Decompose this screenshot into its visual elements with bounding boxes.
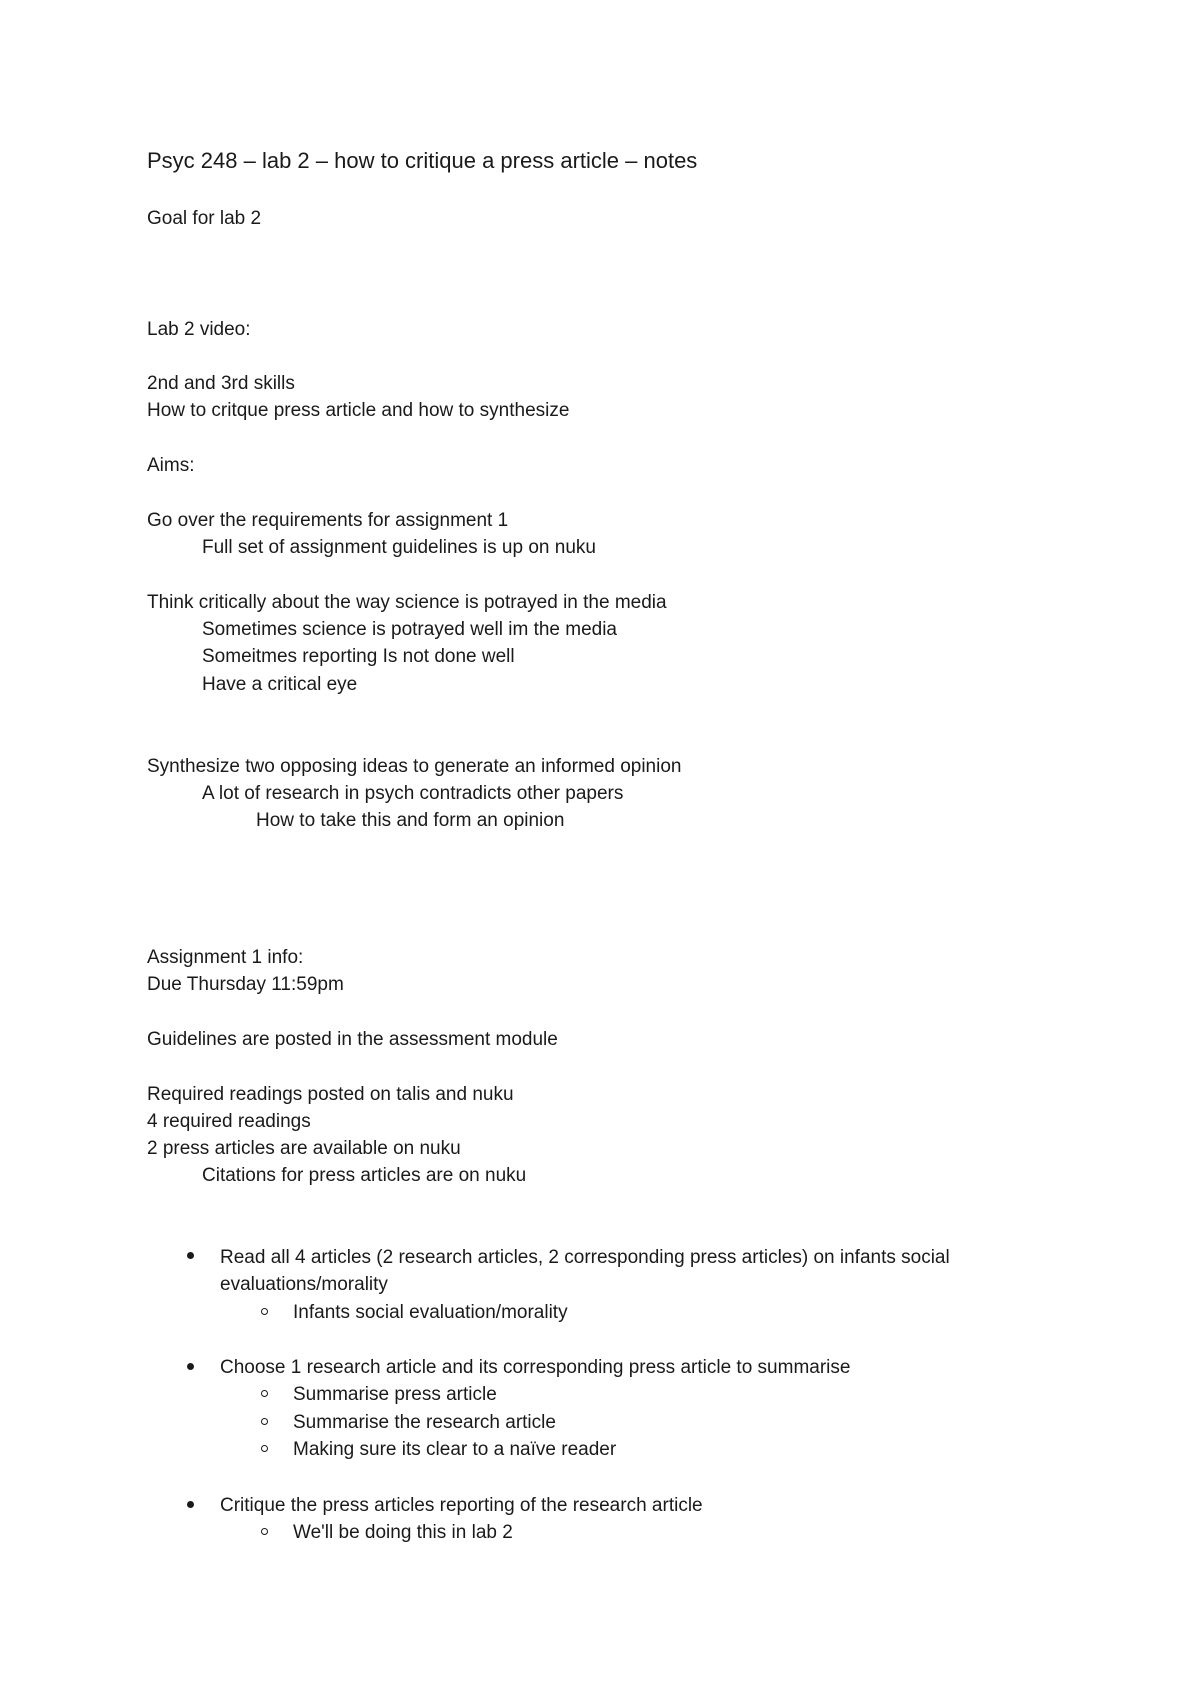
aim-requirements-sub: Full set of assignment guidelines is up on nuku — [202, 537, 596, 558]
bullet-read-articles-line2: evaluations/morality — [220, 1274, 388, 1295]
bullet-read-articles-line1: Read all 4 articles (2 research articles, 2 corresponding press articles) on infants social — [220, 1247, 950, 1268]
assignment-citations: Citations for press articles are on nuku — [202, 1165, 527, 1186]
aim-critical-sub-2: Someitmes reporting Is not done well — [202, 646, 515, 667]
assignment-required-count: 4 required readings — [147, 1111, 311, 1132]
bullet-critique-sub-1: We'll be doing this in lab 2 — [293, 1522, 513, 1543]
bullet-choose-article: Choose 1 research article and its corresponding press article to summarise — [220, 1357, 851, 1378]
aim-critical-sub-3: Have a critical eye — [202, 674, 358, 695]
video-heading: Lab 2 video: — [147, 319, 251, 340]
skills-line: 2nd and 3rd skills — [147, 373, 295, 394]
goal-heading: Goal for lab 2 — [147, 208, 262, 229]
aim-critical-thinking: Think critically about the way science is potrayed in the media — [147, 592, 667, 613]
bullet-read-articles-sub-1: Infants social evaluation/morality — [293, 1302, 568, 1323]
bullet-choose-sub-1: Summarise press article — [293, 1384, 497, 1405]
circle-bullet-icon — [261, 1308, 268, 1315]
skills-detail-line: How to critque press article and how to synthesize — [147, 400, 570, 421]
bullet-dot-icon — [187, 1252, 194, 1259]
assignment-readings: Required readings posted on talis and nuku — [147, 1084, 514, 1105]
assignment-press-available: 2 press articles are available on nuku — [147, 1138, 461, 1159]
circle-bullet-icon — [261, 1445, 268, 1452]
aim-synthesize: Synthesize two opposing ideas to generate an informed opinion — [147, 756, 682, 777]
bullet-choose-sub-2: Summarise the research article — [293, 1412, 556, 1433]
aim-requirements: Go over the requirements for assignment 1 — [147, 510, 509, 531]
bullet-choose-sub-3: Making sure its clear to a naïve reader — [293, 1439, 617, 1460]
circle-bullet-icon — [261, 1418, 268, 1425]
circle-bullet-icon — [261, 1390, 268, 1397]
page-title: Psyc 248 – lab 2 – how to critique a press article – notes — [147, 148, 698, 173]
bullet-critique: Critique the press articles reporting of the research article — [220, 1495, 703, 1516]
circle-bullet-icon — [261, 1528, 268, 1535]
aim-critical-sub-1: Sometimes science is potrayed well im the media — [202, 619, 618, 640]
aim-synthesize-subsub: How to take this and form an opinion — [256, 810, 565, 831]
bullet-dot-icon — [187, 1501, 194, 1508]
aims-heading: Aims: — [147, 455, 195, 476]
assignment-guidelines: Guidelines are posted in the assessment module — [147, 1029, 558, 1050]
assignment-due: Due Thursday 11:59pm — [147, 974, 344, 995]
bullet-dot-icon — [187, 1363, 194, 1370]
aim-synthesize-sub: A lot of research in psych contradicts other papers — [202, 783, 624, 804]
assignment-heading: Assignment 1 info: — [147, 947, 304, 968]
